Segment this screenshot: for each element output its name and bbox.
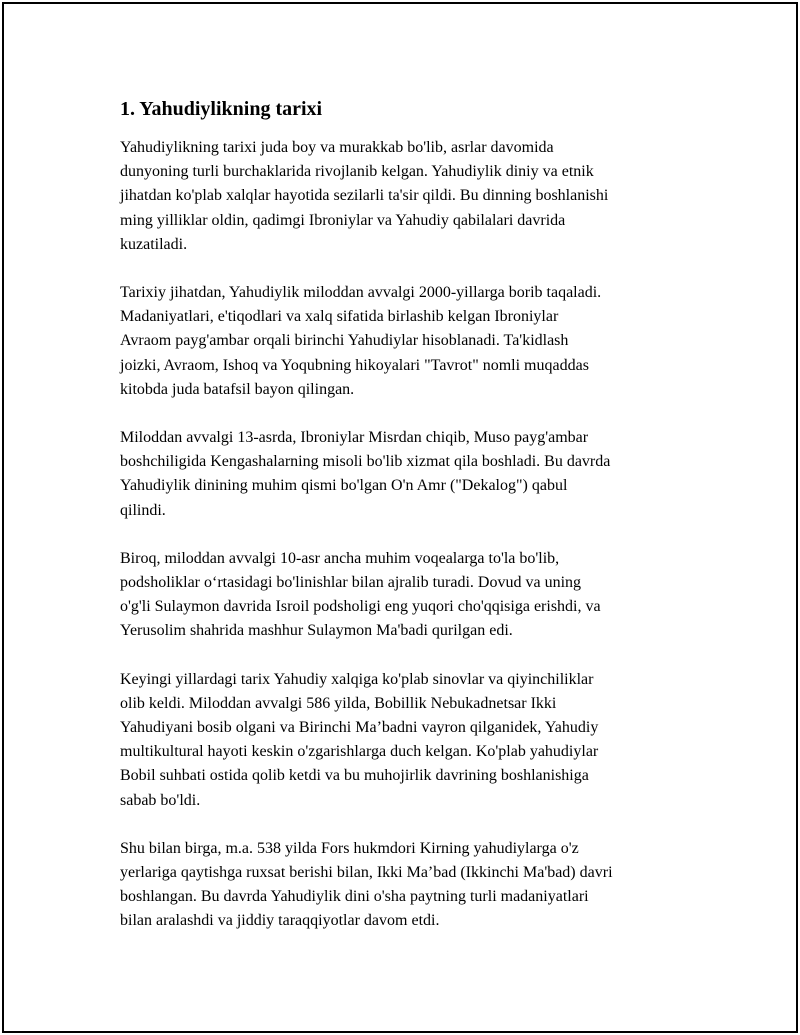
document-body bbox=[120, 96, 700, 958]
paragraph-2: Tarixiy jihatdan, Yahudiylik miloddan avvalgi 2000-yillarga borib taqaladi. Madaniyatlari, e'tiqodlari va xalq sifatida birlashib kelgan Ibroniylar Avraom payg'ambar orqali birinchi Yahudiylar hisoblanadi. Ta'kidlash joizki, Avraom, Ishoq va Yoqubning hikoyalari "Tavrot" nomli muqaddas kitobda juda batafsil bayon qilingan. bbox=[120, 284, 602, 398]
section-heading: 1. Yahudiylikning tarixi bbox=[120, 98, 323, 120]
document-page bbox=[2, 2, 798, 1033]
paragraph-6: Shu bilan birga, m.a. 538 yilda Fors hukmdori Kirning yahudiylarga o'z yerlariga qaytishga ruxsat berishi bilan, Ikki Ma’bad (Ikkinchi Ma'bad) davri boshlangan. Bu davrda Yahudiylik dini o'sha paytning turli madaniyatlari bilan aralashdi va jiddiy taraqqiyotlar davom etdi. bbox=[120, 839, 613, 930]
paragraph-4: Biroq, miloddan avvalgi 10-asr ancha muhim voqealarga to'la bo'lib, podsholiklar o‘rtasidagi bo'linishlar bilan ajralib turadi. Dovud va uning o'g'li Sulaymon davrida Isroil podsholigi eng yuqori cho'qqisiga erishdi, va Yerusolim shahrida mashhur Sulaymon Ma'badi qurilgan edi. bbox=[120, 549, 601, 640]
paragraph-1: Yahudiylikning tarixi juda boy va murakkab bo'lib, asrlar davomida dunyoning turli burchaklarida rivojlanib kelgan. Yahudiylik diniy va etnik jihatdan ko'plab xalqlar hayotida sezilarli ta'sir qildi. Bu dinning boshlanishi ming yilliklar oldin, qadimgi Ibroniylar va Yahudiy qabilalari davrida kuzatiladi. bbox=[120, 139, 609, 253]
paragraph-5: Keyingi yillardagi tarix Yahudiy xalqiga ko'plab sinovlar va qiyinchiliklar olib keldi. Miloddan avvalgi 586 yilda, Bobillik Nebukadnetsar Ikki Yahudiyani bosib olgani va Birinchi Ma’badni vayron qilganidek, Yahudiy multikultural hayoti keskin o'zgarishlarga duch kelgan. Ko'plab yahudiylar Bobil suhbati ostida qolib ketdi va bu muhojirlik davrining boshlanishiga sabab bo'ldi. bbox=[120, 670, 599, 809]
paragraph-3: Miloddan avvalgi 13-asrda, Ibroniylar Misrdan chiqib, Muso payg'ambar boshchiligida Kengashalarning misoli bo'lib xizmat qila boshladi. Bu davrda Yahudiylik dinining muhim qismi bo'lgan O'n Amr ("Dekalog") qabul qilindi. bbox=[120, 429, 611, 519]
